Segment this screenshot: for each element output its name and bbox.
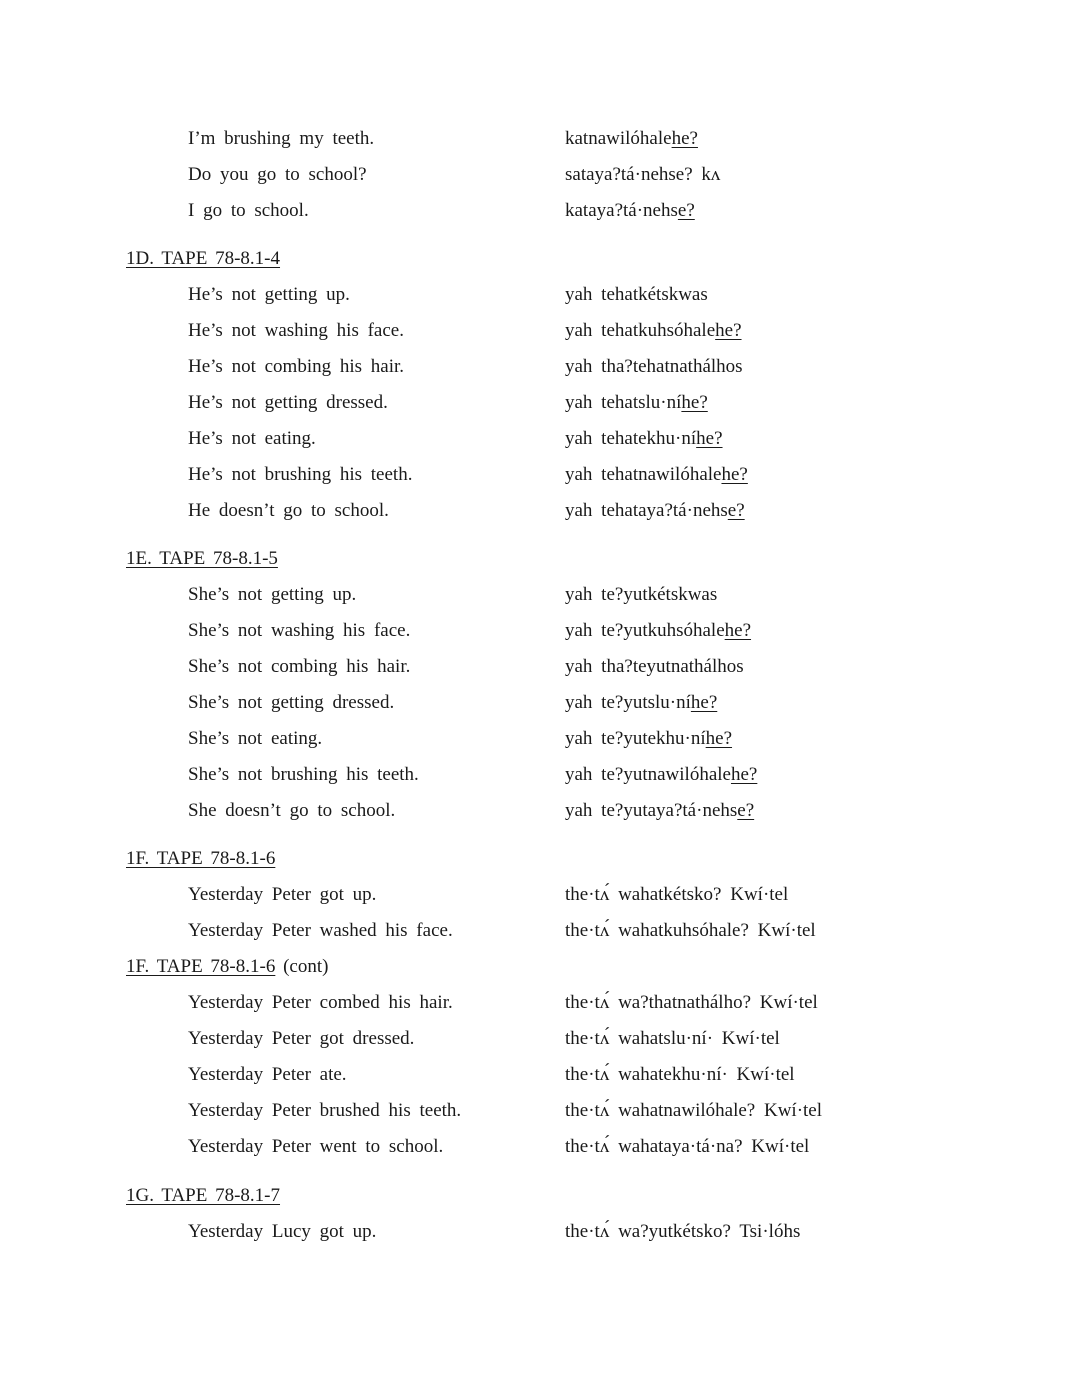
phrase-segment: the·tʌ́ wahatekhu·ní· Kwí·tel xyxy=(565,1064,795,1085)
phrase-segment: yah tehatslu·ní xyxy=(565,392,682,413)
english-phrase: Yesterday Peter got dressed. xyxy=(188,1028,415,1049)
entry-row xyxy=(0,126,1066,152)
phrase-segment: yah te?yutkuhsóhale xyxy=(565,620,725,641)
phrase-segment: yah tehatkuhsóhale xyxy=(565,320,716,341)
entry-row xyxy=(0,354,1066,380)
entry-row xyxy=(0,990,1066,1016)
phrase-segment: yah tha?tehatnathálhos xyxy=(565,356,743,377)
oneida-phrase xyxy=(565,426,723,452)
entry-row xyxy=(0,318,1066,344)
phrase-segment: the·tʌ́ wa?yutkétsko? Tsi·lóhs xyxy=(565,1221,801,1242)
section-heading-note: (cont) xyxy=(275,956,329,977)
underlined-segment: e? xyxy=(677,200,695,221)
section-heading-label: 1D. TAPE 78-8.1-4 xyxy=(126,248,281,269)
english-phrase: Yesterday Peter went to school. xyxy=(188,1136,444,1157)
oneida-phrase xyxy=(565,354,743,380)
section-heading xyxy=(126,846,275,872)
phrase-segment: the·tʌ́ wahataya·tá·na? Kwí·tel xyxy=(565,1136,810,1157)
phrase-segment: sataya?tá·nehse? kʌ xyxy=(565,164,721,185)
phrase-segment: the·tʌ́ wahatnawilóhale? Kwí·tel xyxy=(565,1100,823,1121)
oneida-phrase xyxy=(565,618,751,644)
entry-row xyxy=(0,654,1066,680)
section-heading-label: 1G. TAPE 78-8.1-7 xyxy=(126,1185,281,1206)
entry-row xyxy=(0,882,1066,908)
section-heading xyxy=(126,546,278,572)
english-phrase: He’s not combing his hair. xyxy=(188,356,405,377)
phrase-segment: the·tʌ́ wa?thatnathálho? Kwí·tel xyxy=(565,992,818,1013)
oneida-phrase xyxy=(565,390,708,416)
entry-row xyxy=(0,1134,1066,1160)
oneida-phrase xyxy=(565,1219,800,1245)
oneida-phrase xyxy=(565,198,695,224)
phrase-segment: yah te?yutslu·ní xyxy=(565,692,691,713)
english-phrase: She’s not combing his hair. xyxy=(188,656,411,677)
oneida-phrase xyxy=(565,990,818,1016)
phrase-segment: yah te?yutekhu·ní xyxy=(565,728,706,749)
english-phrase: He’s not brushing his teeth. xyxy=(188,464,413,485)
section-heading xyxy=(126,954,328,980)
english-phrase: He doesn’t go to school. xyxy=(188,500,389,521)
english-phrase: She’s not getting dressed. xyxy=(188,692,395,713)
phrase-segment: yah tha?teyutnathálhos xyxy=(565,656,744,677)
underlined-segment: e? xyxy=(727,500,745,521)
oneida-phrase xyxy=(565,1062,795,1088)
oneida-phrase xyxy=(565,654,744,680)
oneida-phrase xyxy=(565,762,757,788)
section-heading-label: 1E. TAPE 78-8.1-5 xyxy=(126,548,278,569)
entry-row xyxy=(0,762,1066,788)
underlined-segment: he? xyxy=(671,128,698,149)
english-phrase: She’s not eating. xyxy=(188,728,323,749)
english-phrase: Yesterday Peter ate. xyxy=(188,1064,347,1085)
english-phrase: He’s not getting dressed. xyxy=(188,392,388,413)
underlined-segment: he? xyxy=(721,464,748,485)
section-heading-label: 1F. TAPE 78-8.1-6 xyxy=(126,848,276,869)
underlined-segment: he? xyxy=(696,428,723,449)
entry-row xyxy=(0,462,1066,488)
underlined-segment: he? xyxy=(724,620,752,641)
section-heading-row xyxy=(0,846,1066,872)
phrase-segment: yah tehatnawilóhale xyxy=(565,464,722,485)
entry-row xyxy=(0,618,1066,644)
entry-row xyxy=(0,798,1066,824)
english-phrase: I go to school. xyxy=(188,200,309,221)
english-phrase: He’s not getting up. xyxy=(188,284,350,305)
oneida-phrase xyxy=(565,798,754,824)
oneida-phrase xyxy=(565,1098,822,1124)
entry-row xyxy=(0,726,1066,752)
entry-row xyxy=(0,1098,1066,1124)
oneida-phrase xyxy=(565,318,742,344)
entry-row xyxy=(0,162,1066,188)
phrase-segment: kataya?tá·nehs xyxy=(565,200,678,221)
phrase-segment: yah tehatkétskwas xyxy=(565,284,708,305)
oneida-phrase xyxy=(565,882,788,908)
entry-row xyxy=(0,498,1066,524)
entry-row xyxy=(0,282,1066,308)
oneida-phrase xyxy=(565,582,717,608)
phrase-segment: the·tʌ́ wahatkétsko? Kwí·tel xyxy=(565,884,789,905)
english-phrase: She’s not getting up. xyxy=(188,584,357,605)
underlined-segment: he? xyxy=(730,764,758,785)
oneida-phrase xyxy=(565,282,708,308)
oneida-phrase xyxy=(565,126,698,152)
section-heading-label: 1F. TAPE 78-8.1-6 xyxy=(126,956,276,977)
oneida-phrase xyxy=(565,918,816,944)
phrase-segment: katnawilóhale xyxy=(565,128,672,149)
english-phrase: She’s not washing his face. xyxy=(188,620,411,641)
entry-row xyxy=(0,918,1066,944)
section-heading-row xyxy=(0,1183,1066,1209)
english-phrase: Yesterday Peter brushed his teeth. xyxy=(188,1100,462,1121)
entry-row xyxy=(0,426,1066,452)
oneida-phrase xyxy=(565,690,717,716)
oneida-phrase xyxy=(565,498,745,524)
english-phrase: Do you go to school? xyxy=(188,164,367,185)
oneida-phrase xyxy=(565,162,720,188)
english-phrase: Yesterday Lucy got up. xyxy=(188,1221,377,1242)
underlined-segment: he? xyxy=(681,392,708,413)
entry-row xyxy=(0,198,1066,224)
underlined-segment: e? xyxy=(737,800,755,821)
entry-row xyxy=(0,582,1066,608)
phrase-segment: yah te?yutnawilóhale xyxy=(565,764,731,785)
phrase-segment: the·tʌ́ wahatkuhsóhale? Kwí·tel xyxy=(565,920,816,941)
english-phrase: Yesterday Peter got up. xyxy=(188,884,377,905)
section-heading xyxy=(126,1183,280,1209)
underlined-segment: he? xyxy=(690,692,718,713)
entry-row xyxy=(0,390,1066,416)
section-heading xyxy=(126,246,280,272)
entry-row xyxy=(0,1062,1066,1088)
underlined-segment: he? xyxy=(705,728,733,749)
english-phrase: He’s not eating. xyxy=(188,428,316,449)
oneida-phrase xyxy=(565,726,732,752)
phrase-segment: yah tehatekhu·ní xyxy=(565,428,697,449)
phrase-segment: yah te?yutaya?tá·nehs xyxy=(565,800,738,821)
oneida-phrase xyxy=(565,462,748,488)
underlined-segment: he? xyxy=(715,320,742,341)
entry-row xyxy=(0,1026,1066,1052)
section-heading-row xyxy=(0,546,1066,572)
english-phrase: She’s not brushing his teeth. xyxy=(188,764,419,785)
phrase-segment: the·tʌ́ wahatslu·ní· Kwí·tel xyxy=(565,1028,780,1049)
phrase-segment: yah te?yutkétskwas xyxy=(565,584,718,605)
section-heading-row xyxy=(0,246,1066,272)
english-phrase: Yesterday Peter combed his hair. xyxy=(188,992,453,1013)
section-heading-row xyxy=(0,954,1066,980)
english-phrase: He’s not washing his face. xyxy=(188,320,404,341)
english-phrase: I’m brushing my teeth. xyxy=(188,128,375,149)
entry-row xyxy=(0,690,1066,716)
english-phrase: She doesn’t go to school. xyxy=(188,800,396,821)
english-phrase: Yesterday Peter washed his face. xyxy=(188,920,453,941)
oneida-phrase xyxy=(565,1026,780,1052)
oneida-phrase xyxy=(565,1134,809,1160)
phrase-segment: yah tehataya?tá·nehs xyxy=(565,500,728,521)
entry-row xyxy=(0,1219,1066,1245)
